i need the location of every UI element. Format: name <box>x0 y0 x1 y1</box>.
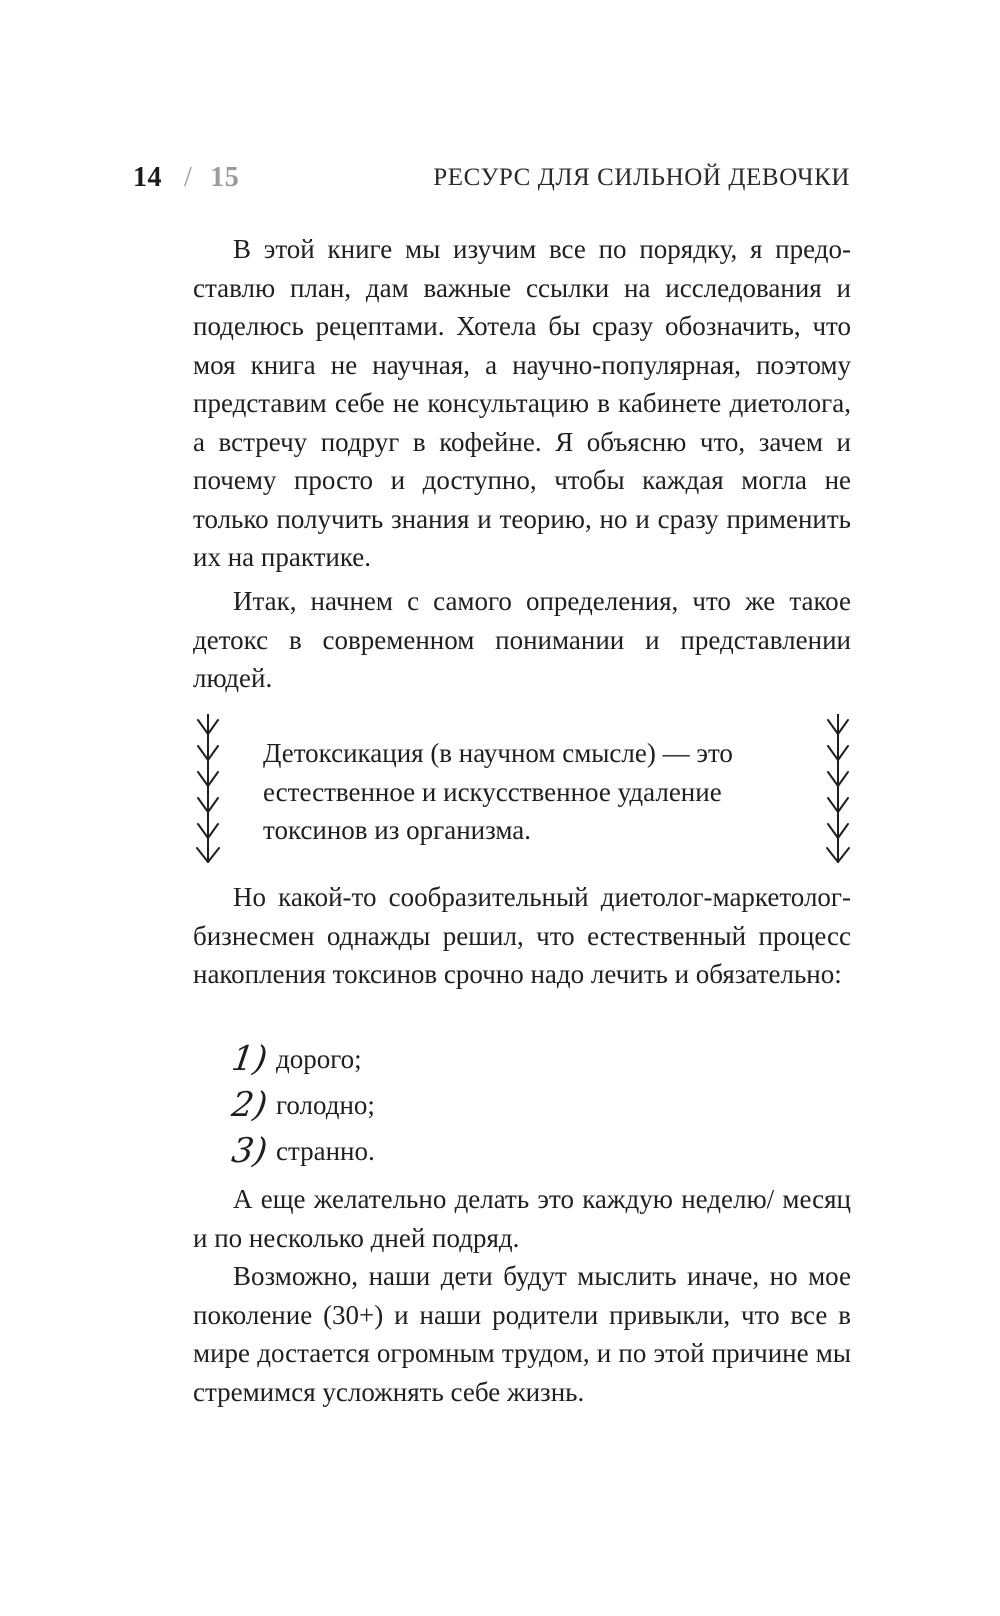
page-numbers <box>133 162 239 194</box>
paragraph-text: Но какой-то сообразительный диетолог-маркетолог-бизнесмен однажды решил, что естественный процесс накопления токсинов срочно надо лечить и обязательно: <box>193 882 851 989</box>
body-paragraph-4 <box>193 1180 851 1257</box>
paragraph-text: А еще желательно делать это каждую неделю/ месяц и по несколько дней подряд. <box>193 1184 851 1253</box>
list-item-text: голодно; <box>276 1089 375 1120</box>
page-number-current: 14 <box>133 162 162 193</box>
running-title: РЕСУРС ДЛЯ СИЛЬНОЙ ДЕВОЧКИ <box>433 164 850 191</box>
vine-ornament-icon <box>193 714 223 864</box>
numbered-list <box>229 1036 375 1174</box>
paragraph-text: В этой книге мы изучим все по порядку, я предоставлю план, дам важные ссылки на исследования и поделюсь рецептами. Хотела бы сразу обозначить, что моя книга не научная, а научно-популярная, поэтому представим себе не консультацию в кабинете диетолога, а встречу подруг в кофейне. Я объясню что, зачем и почему просто и доступно, чтобы каждая могла не только получить знания и теорию, но и сразу применить их на практике. <box>193 234 851 572</box>
paragraph-text: Итак, начнем с самого определения, что же такое детокс в современном понимании и представлении людей. <box>193 586 851 693</box>
body-paragraph-2 <box>193 582 851 698</box>
vine-ornament-icon <box>823 714 853 864</box>
list-marker: 3) <box>229 1131 270 1171</box>
list-marker: 2) <box>229 1085 270 1125</box>
list-item <box>229 1036 375 1082</box>
paragraph-text: Возможно, наши дети будут мыслить иначе, но мое поколение (30+) и наши родители привыкли, что все в мире достается огромным трудом, и по этой причине мы стремимся усложнять себе жизнь. <box>193 1261 851 1407</box>
list-item <box>229 1082 375 1128</box>
page-number-separator: / <box>184 162 193 193</box>
list-item <box>229 1128 375 1174</box>
list-marker: 1) <box>229 1039 270 1079</box>
body-paragraph-3 <box>193 878 851 994</box>
definition-text: Детоксикация (в научном смысле) — это естественное и искусственное удаление токсинов из организма. <box>263 738 733 845</box>
page-header <box>133 162 850 198</box>
body-paragraph-1 <box>193 230 851 577</box>
page-number-next: 15 <box>210 162 240 193</box>
body-paragraph-5 <box>193 1257 851 1411</box>
list-item-text: странно. <box>276 1135 375 1166</box>
definition-box <box>193 714 853 864</box>
list-item-text: дорого; <box>276 1043 362 1074</box>
